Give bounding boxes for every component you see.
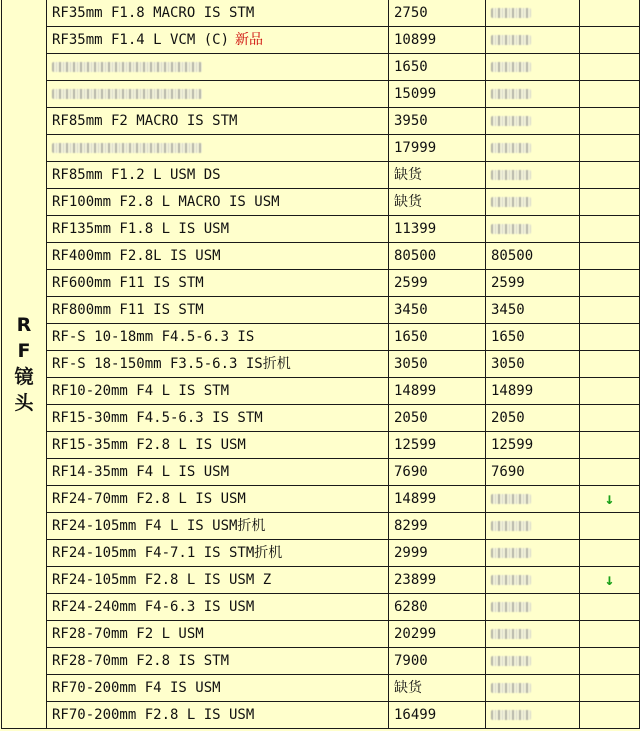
price2-value: 80500: [491, 248, 534, 264]
model-name: RF600mm F11 IS STM: [52, 275, 204, 291]
price2-cell: [486, 675, 580, 702]
trend-cell: [580, 297, 640, 324]
model-name: RF400mm F2.8L IS USM: [52, 248, 221, 264]
price2-cell: [486, 594, 580, 621]
price-cell: [389, 459, 486, 486]
price-cell: [389, 81, 486, 108]
down-arrow-icon: ↓: [604, 489, 615, 508]
price-cell: [389, 351, 486, 378]
price2-value: 3450: [491, 302, 525, 318]
model-name: RF85mm F1.2 L USM DS: [52, 167, 221, 183]
model-cell: [47, 351, 389, 378]
redacted-price: [491, 35, 531, 45]
model-cell: [47, 81, 389, 108]
price-value: 17999: [394, 140, 437, 156]
model-cell: [47, 405, 389, 432]
model-cell: [47, 432, 389, 459]
price-value: 2050: [394, 410, 428, 426]
redacted-price: [491, 143, 531, 153]
price-cell: [389, 135, 486, 162]
price-value: 14899: [394, 383, 437, 399]
price-value: 2999: [394, 545, 428, 561]
model-name: RF135mm F1.8 L IS USM: [52, 221, 230, 237]
table-row: [2, 432, 640, 459]
price-value: 15099: [394, 86, 437, 102]
redacted-price: [491, 602, 531, 612]
price-cell: [389, 108, 486, 135]
price-cell: [389, 513, 486, 540]
model-cell: [47, 297, 389, 324]
price2-value: 2599: [491, 275, 525, 291]
model-name: RF28-70mm F2 L USM: [52, 626, 204, 642]
price-cell: [389, 297, 486, 324]
model-cell: [47, 243, 389, 270]
table-row: [2, 108, 640, 135]
model-name: RF15-30mm F4.5-6.3 IS STM: [52, 410, 263, 426]
price2-cell: [486, 378, 580, 405]
price-value: 3950: [394, 113, 428, 129]
price2-value: 12599: [491, 437, 534, 453]
redacted-price: [491, 521, 531, 531]
price2-cell: [486, 270, 580, 297]
model-cell: [47, 594, 389, 621]
table-row: [2, 324, 640, 351]
table-row: [2, 513, 640, 540]
model-name: RF24-70mm F2.8 L IS USM: [52, 491, 246, 507]
price-value: 10899: [394, 32, 437, 48]
table-row: [2, 351, 640, 378]
price-value: 11399: [394, 221, 437, 237]
price-value: 6280: [394, 599, 428, 615]
table-row: [2, 270, 640, 297]
model-name: RF28-70mm F2.8 IS STM: [52, 653, 230, 669]
model-cell: [47, 702, 389, 729]
trend-cell: [580, 621, 640, 648]
price-value: 7690: [394, 464, 428, 480]
trend-cell: [580, 702, 640, 729]
redacted-model: [52, 89, 202, 99]
table-row: [2, 81, 640, 108]
trend-cell: [580, 216, 640, 243]
model-name: RF15-35mm F2.8 L IS USM: [52, 437, 246, 453]
trend-cell: [580, 324, 640, 351]
price-value: 2750: [394, 5, 428, 21]
model-cell: [47, 135, 389, 162]
model-cell: [47, 0, 389, 27]
price-cell: [389, 594, 486, 621]
price-cell: [389, 648, 486, 675]
down-arrow-icon: ↓: [604, 570, 615, 589]
model-cell: [47, 189, 389, 216]
model-cell: [47, 513, 389, 540]
trend-cell: [580, 54, 640, 81]
price2-cell: [486, 432, 580, 459]
model-name: RF24-105mm F4-7.1 IS STM折机: [52, 545, 283, 561]
redacted-price: [491, 170, 531, 180]
trend-cell: [580, 270, 640, 297]
price-value: 23899: [394, 572, 437, 588]
redacted-price: [491, 89, 531, 99]
price2-value: 7690: [491, 464, 525, 480]
price-value: 缺货: [394, 194, 422, 210]
trend-cell: [580, 81, 640, 108]
lens-price-table: [1, 0, 640, 729]
price-value: 缺货: [394, 167, 422, 183]
price2-cell: [486, 702, 580, 729]
price2-cell: [486, 216, 580, 243]
price-cell: [389, 486, 486, 513]
trend-cell: [580, 27, 640, 54]
table-row: [2, 702, 640, 729]
model-name: RF10-20mm F4 L IS STM: [52, 383, 230, 399]
model-name: RF24-105mm F4 L IS USM折机: [52, 518, 266, 534]
price-value: 20299: [394, 626, 437, 642]
table-row: [2, 243, 640, 270]
model-cell: [47, 486, 389, 513]
model-name: RF85mm F2 MACRO IS STM: [52, 113, 238, 129]
price2-cell: [486, 162, 580, 189]
table-row: [2, 621, 640, 648]
price-cell: [389, 702, 486, 729]
table-row: [2, 486, 640, 513]
price-cell: [389, 675, 486, 702]
price2-value: 2050: [491, 410, 525, 426]
trend-cell: [580, 135, 640, 162]
model-name: RF100mm F2.8 L MACRO IS USM: [52, 194, 280, 210]
price-cell: [389, 540, 486, 567]
price2-cell: [486, 297, 580, 324]
price2-cell: [486, 81, 580, 108]
model-cell: [47, 459, 389, 486]
table-row: [2, 27, 640, 54]
model-name: RF-S 18-150mm F3.5-6.3 IS折机: [52, 356, 291, 372]
redacted-price: [491, 494, 531, 504]
redacted-price: [491, 710, 531, 720]
model-name: RF14-35mm F4 L IS USM: [52, 464, 230, 480]
model-cell: [47, 108, 389, 135]
price-value: 3050: [394, 356, 428, 372]
table-row: [2, 405, 640, 432]
model-cell: [47, 27, 389, 54]
table-row: [2, 540, 640, 567]
price-cell: [389, 27, 486, 54]
price-value: 7900: [394, 653, 428, 669]
price-value: 80500: [394, 248, 437, 264]
price-cell: [389, 54, 486, 81]
new-badge: 新品: [235, 32, 264, 48]
price-cell: [389, 162, 486, 189]
trend-cell: [580, 0, 640, 27]
price2-value: 1650: [491, 329, 525, 345]
model-cell: [47, 540, 389, 567]
price2-cell: [486, 27, 580, 54]
price-value: 缺货: [394, 680, 422, 696]
price-cell: [389, 270, 486, 297]
table-row: [2, 675, 640, 702]
table-body: [2, 0, 640, 729]
model-name: RF800mm F11 IS STM: [52, 302, 204, 318]
price2-cell: [486, 648, 580, 675]
price-cell: [389, 378, 486, 405]
redacted-model: [52, 62, 202, 72]
price2-cell: [486, 540, 580, 567]
trend-cell: [580, 432, 640, 459]
model-name: RF70-200mm F2.8 L IS USM: [52, 707, 255, 723]
redacted-price: [491, 224, 531, 234]
price-cell: [389, 621, 486, 648]
trend-cell: [580, 567, 640, 594]
model-cell: [47, 567, 389, 594]
model-cell: [47, 54, 389, 81]
trend-cell: [580, 378, 640, 405]
price2-cell: [486, 486, 580, 513]
price-value: 2599: [394, 275, 428, 291]
trend-cell: [580, 243, 640, 270]
trend-cell: [580, 486, 640, 513]
price2-cell: [486, 324, 580, 351]
trend-cell: [580, 513, 640, 540]
price2-cell: [486, 135, 580, 162]
price-cell: [389, 243, 486, 270]
redacted-price: [491, 683, 531, 693]
table-row: [2, 378, 640, 405]
price2-cell: [486, 243, 580, 270]
model-cell: [47, 675, 389, 702]
trend-cell: [580, 162, 640, 189]
price-value: 14899: [394, 491, 437, 507]
redacted-price: [491, 116, 531, 126]
category-cell: [2, 0, 47, 729]
price2-cell: [486, 108, 580, 135]
price-cell: [389, 567, 486, 594]
model-name: RF24-240mm F4-6.3 IS USM: [52, 599, 255, 615]
table-row: [2, 297, 640, 324]
price2-cell: [486, 459, 580, 486]
redacted-price: [491, 656, 531, 666]
model-cell: [47, 162, 389, 189]
price2-cell: [486, 405, 580, 432]
trend-cell: [580, 648, 640, 675]
table-row: [2, 567, 640, 594]
price-value: 16499: [394, 707, 437, 723]
model-cell: [47, 324, 389, 351]
trend-cell: [580, 459, 640, 486]
model-cell: [47, 378, 389, 405]
model-name: RF24-105mm F2.8 L IS USM Z: [52, 572, 272, 588]
model-cell: [47, 270, 389, 297]
trend-cell: [580, 540, 640, 567]
table-row: [2, 54, 640, 81]
price2-cell: [486, 513, 580, 540]
table-row: [2, 162, 640, 189]
price2-cell: [486, 54, 580, 81]
trend-cell: [580, 351, 640, 378]
redacted-price: [491, 548, 531, 558]
trend-cell: [580, 405, 640, 432]
price2-cell: [486, 0, 580, 27]
category-label: RF镜头: [14, 314, 34, 414]
price2-value: 3050: [491, 356, 525, 372]
price-cell: [389, 324, 486, 351]
model-cell: [47, 216, 389, 243]
price2-cell: [486, 567, 580, 594]
price-value: 3450: [394, 302, 428, 318]
price-cell: [389, 405, 486, 432]
price-cell: [389, 0, 486, 27]
price2-value: 14899: [491, 383, 534, 399]
price-value: 1650: [394, 59, 428, 75]
price2-cell: [486, 189, 580, 216]
price2-cell: [486, 351, 580, 378]
model-name: RF35mm F1.8 MACRO IS STM: [52, 5, 255, 21]
redacted-price: [491, 62, 531, 72]
model-name: RF-S 10-18mm F4.5-6.3 IS: [52, 329, 255, 345]
table-row: [2, 189, 640, 216]
redacted-model: [52, 143, 202, 153]
trend-cell: [580, 675, 640, 702]
trend-cell: [580, 594, 640, 621]
redacted-price: [491, 8, 531, 18]
table-row: [2, 0, 640, 27]
price-value: 8299: [394, 518, 428, 534]
redacted-price: [491, 575, 531, 585]
price-cell: [389, 216, 486, 243]
trend-cell: [580, 189, 640, 216]
table-row: [2, 135, 640, 162]
model-cell: [47, 648, 389, 675]
price-cell: [389, 432, 486, 459]
model-cell: [47, 621, 389, 648]
table-row: [2, 459, 640, 486]
model-name: RF35mm F1.4 L VCM (C): [52, 32, 230, 48]
redacted-price: [491, 629, 531, 639]
price-value: 1650: [394, 329, 428, 345]
table-row: [2, 594, 640, 621]
table-row: [2, 216, 640, 243]
table-row: [2, 648, 640, 675]
price-value: 12599: [394, 437, 437, 453]
price2-cell: [486, 621, 580, 648]
model-name: RF70-200mm F4 IS USM: [52, 680, 221, 696]
redacted-price: [491, 197, 531, 207]
price-cell: [389, 189, 486, 216]
trend-cell: [580, 108, 640, 135]
